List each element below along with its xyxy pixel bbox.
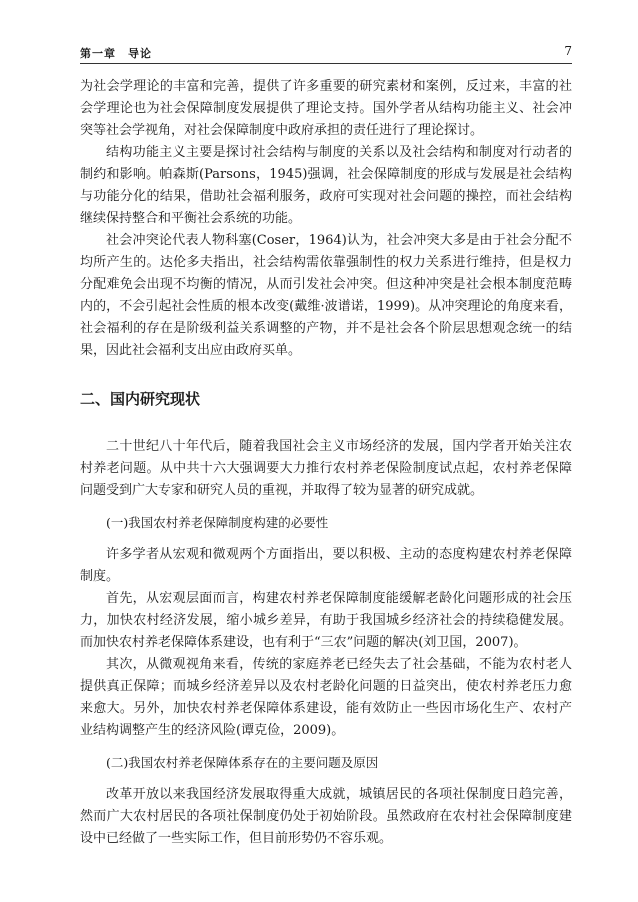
paragraph-necessity-1: 许多学者从宏观和微观两个方面指出，要以积极、主动的态度构建农村养老保障制度。	[80, 547, 572, 584]
paragraph-necessity-2: 首先，从宏观层面而言，构建农村养老保障制度能缓解老龄化问题形成的社会压力，加快农村经济发展，缩小城乡差异，有助于我国城乡经济社会的持续稳健发展。而加快农村养老保障体系建设，也有利于“三农”问题的解决(刘卫国，2007)。	[80, 591, 572, 650]
paragraph-necessity-3: 其次，从微观视角来看，传统的家庭养老已经失去了社会基础，不能为农村老人提供真正保障；而城乡经济差异以及农村老龄化问题的日益突出，使农村养老压力愈来愈大。另外，加快农村养老保障体系建设，能有效防止一些因市场化生产、农村产业结构调整产生的经济风险(谭克俭，2009)。	[80, 657, 572, 738]
paragraph-intro: 二十世纪八十年代后，随着我国社会主义市场经济的发展，国内学者开始关注农村养老问题。从中共十六大强调要大力推行农村养老保险制度试点起，农村养老保障问题受到广大专家和研究人员的重视，并取得了较为显著的研究成就。	[80, 439, 572, 498]
subsection-heading-2: (二)我国农村养老保障体系存在的主要问题及原因	[106, 755, 379, 770]
subsection-heading-1: (一)我国农村养老保障制度构建的必要性	[106, 515, 329, 530]
page-header	[80, 43, 572, 64]
paragraph-social-conflict: 社会冲突论代表人物科塞(Coser，1964)认为，社会冲突大多是由于社会分配不均所产生的。达伦多夫指出，社会结构需依靠强制性的权力关系进行维持，但是权力分配难免会出现不均衡的情况，从而引发社会冲突。但这种冲突是社会根本制度范畴内的，不会引起社会性质的根本改变(戴维·波谱诺，1999)。从冲突理论的角度来看，社会福利的存在是阶级利益关系调整的产物，并不是社会各个阶层思想观念统一的结果，因此社会福利支出应由政府买单。	[80, 233, 572, 358]
page-body	[80, 76, 572, 850]
paragraph-continuation: 为社会学理论的丰富和完善，提供了许多重要的研究素材和案例，反过来，丰富的社会学理论也为社会保障制度发展提供了理论支持。国外学者从结构功能主义、社会冲突等社会学视角，对社会保障制度中政府承担的责任进行了理论探讨。	[80, 79, 572, 138]
paragraph-structural-functionalism: 结构功能主义主要是探讨社会结构与制度的关系以及社会结构和制度对行动者的制约和影响。帕森斯(Parsons，1945)强调，社会保障制度的形成与发展是社会结构与功能分化的结果，借助社会福利服务，政府可实现对社会问题的操控，而社会结构继续保持整合和平衡社会系统的功能。	[80, 145, 572, 226]
chapter-title: 第一章 导论	[80, 47, 152, 60]
paragraph-problems-1: 改革开放以来我国经济发展取得重大成就，城镇居民的各项社保制度日趋完善，然而广大农村居民的各项社保制度仍处于初始阶段。虽然政府在农村社会保障制度建设中已经做了一些实际工作，但目前形势仍不容乐观。	[80, 787, 572, 846]
section-heading: 二、国内研究现状	[80, 390, 201, 408]
page-number: 7	[564, 44, 572, 58]
